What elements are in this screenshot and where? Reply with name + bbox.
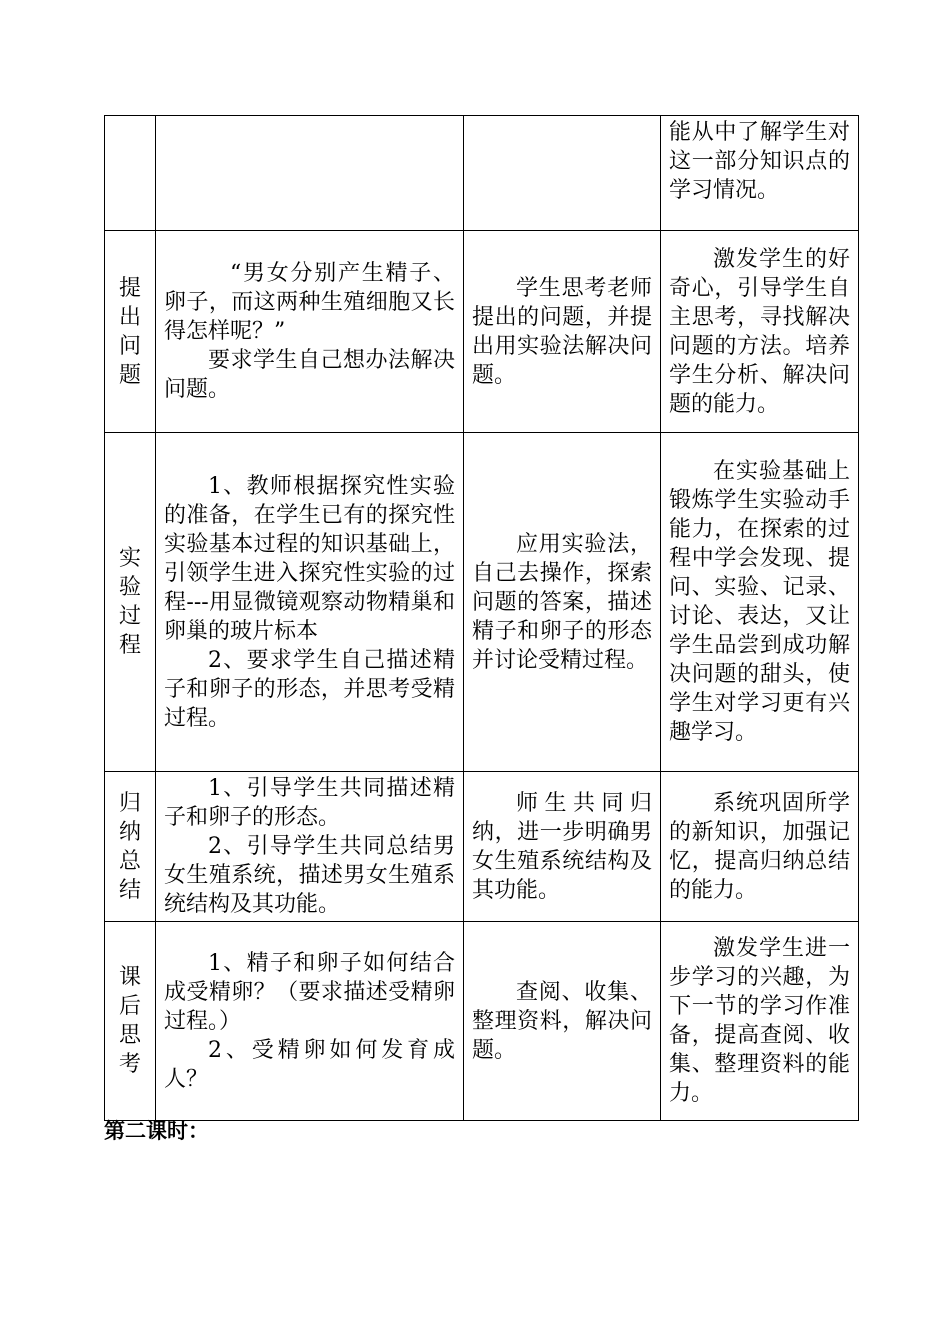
table-row	[105, 922, 859, 1121]
design-purpose-cell	[661, 772, 859, 922]
teacher-paragraph: 要求学生自己想办法解决问题。	[164, 348, 455, 402]
purpose-text: 能从中了解学生对这一部分知识点的学习情况。	[669, 120, 850, 203]
student-paragraph: 应用实验法，自己去操作，探索问题的答案，描述精子和卵子的形态并讨论受精过程。	[472, 531, 652, 673]
stage-cell	[105, 922, 156, 1121]
section-heading: 第二课时：	[104, 1119, 209, 1143]
stage-cell	[105, 772, 156, 922]
purpose-text: 系统巩固所学的新知识，加强记忆，提高归纳总结的能力。	[669, 790, 850, 903]
student-activity-cell	[464, 116, 661, 231]
stage-cell	[105, 231, 156, 433]
purpose-text: 激发学生的好奇心，引导学生自主思考，寻找解决问题的方法。培养学生分析、解决问题的能力。	[669, 246, 850, 417]
student-activity-cell	[464, 772, 661, 922]
teacher-paragraph: 2、引导学生共同总结男女生殖系统，描述男女生殖系统结构及其功能。	[164, 834, 455, 917]
student-paragraph: 师生共同归纳，进一步明确男女生殖系统结构及其功能。	[472, 790, 652, 903]
table-row	[105, 116, 859, 231]
teacher-activity-cell	[156, 231, 464, 433]
teacher-paragraph: 1、教师根据探究性实验的准备，在学生已有的探究性实验基本过程的知识基础上，引领学生进入探究性实验的过程---用显微镜观察动物精巢和卵巢的玻片标本	[164, 473, 455, 644]
lesson-plan-table	[104, 115, 859, 1121]
stage-label: 实 验 过 程	[118, 546, 141, 658]
stage-label: 归 纳 总 结	[118, 790, 141, 903]
stage-cell	[105, 116, 156, 231]
student-activity-cell	[464, 433, 661, 772]
stage-label: 课 后 思 考	[118, 965, 141, 1077]
design-purpose-cell	[661, 922, 859, 1121]
design-purpose-cell	[661, 116, 859, 231]
teacher-paragraph: 2、要求学生自己描述精子和卵子的形态，并思考受精过程。	[164, 647, 455, 731]
table-row	[105, 433, 859, 772]
teacher-paragraph: “男女分别产生精子、卵子，而这两种生殖细胞又长得怎样呢？”	[164, 261, 455, 344]
teacher-paragraph: 1、精子和卵子如何结合成受精卵？（要求描述受精卵过程。）	[164, 950, 455, 1034]
teacher-activity-cell	[156, 772, 464, 922]
stage-cell	[105, 433, 156, 772]
stage-label: 提 出 问 题	[118, 275, 141, 388]
teacher-activity-cell	[156, 922, 464, 1121]
teacher-activity-cell	[156, 116, 464, 231]
teacher-activity-cell	[156, 433, 464, 772]
design-purpose-cell	[661, 231, 859, 433]
purpose-text: 激发学生进一步学习的兴趣，为下一节的学习作准备，提高查阅、收集、整理资料的能力。	[669, 936, 850, 1106]
design-purpose-cell	[661, 433, 859, 772]
teacher-paragraph: 2、受精卵如何发育成人？	[164, 1037, 455, 1092]
table-row	[105, 231, 859, 433]
student-activity-cell	[464, 922, 661, 1121]
teacher-paragraph: 1、引导学生共同描述精子和卵子的形态。	[164, 776, 455, 830]
table-row	[105, 772, 859, 922]
student-paragraph: 学生思考老师提出的问题，并提出用实验法解决问题。	[472, 275, 652, 388]
purpose-text: 在实验基础上锻炼学生实验动手能力，在探索的过程中学会发现、提问、实验、记录、讨论、表达，又让学生品尝到成功解决问题的甜头，使学生对学习更有兴趣学习。	[669, 459, 850, 745]
student-activity-cell	[464, 231, 661, 433]
student-paragraph: 查阅、收集、整理资料，解决问题。	[472, 979, 652, 1063]
